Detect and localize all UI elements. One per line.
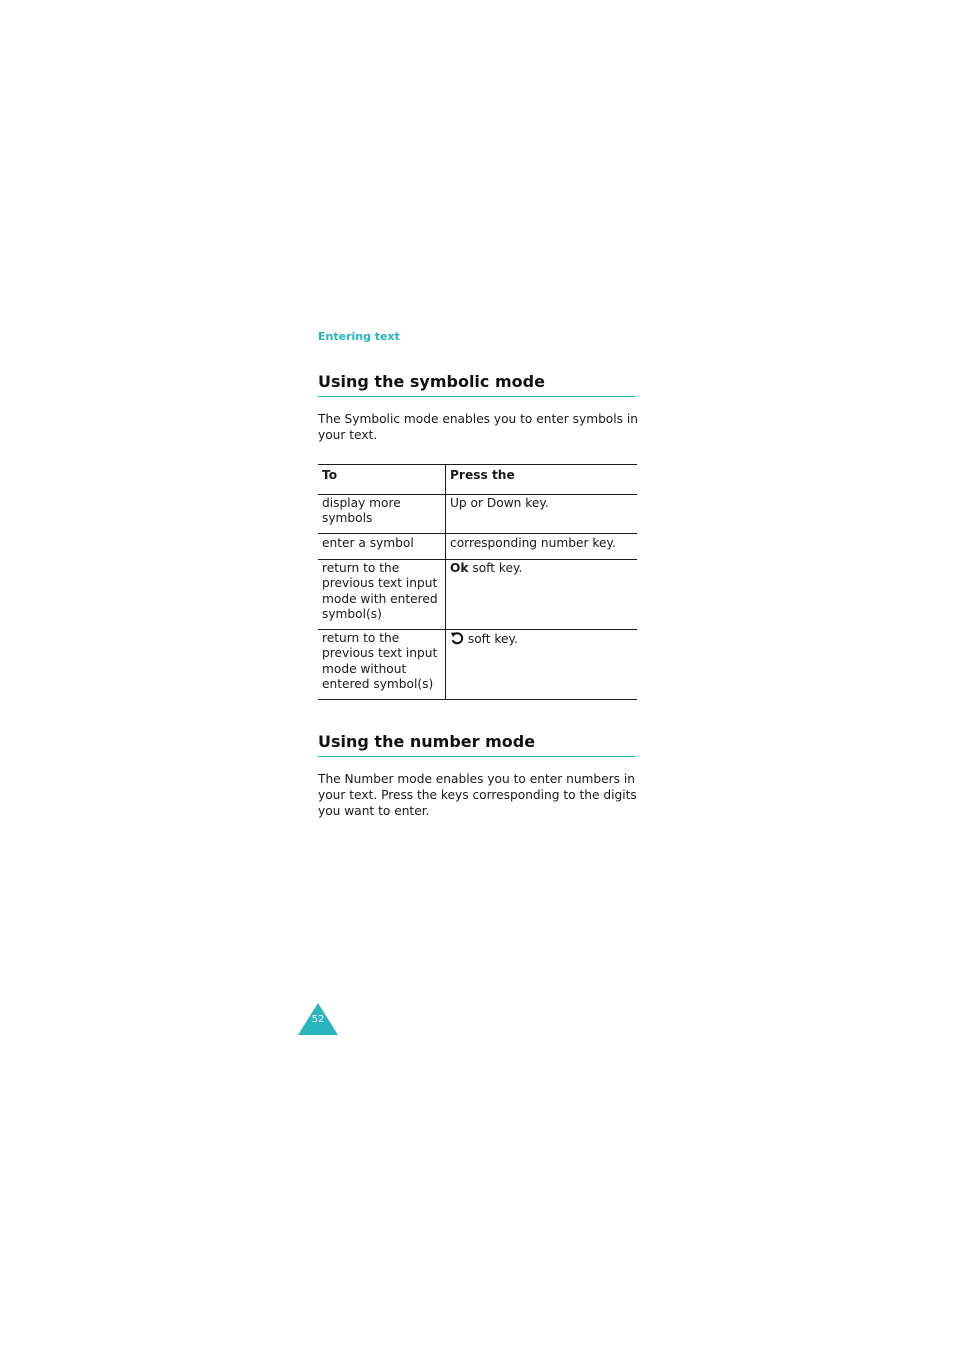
table-row	[318, 533, 637, 559]
heading-symbolic-mode: Using the symbolic mode	[318, 372, 636, 397]
number-intro-text: The Number mode enables you to enter numbers in your text. Press the keys corresponding to the digits you want to enter.	[318, 772, 637, 818]
cell-to: return to the previous text input mode with entered symbol(s)	[318, 559, 446, 629]
column-header-press: Press the	[450, 468, 515, 482]
cell-press: corresponding number key.	[450, 535, 616, 550]
cell-press	[446, 559, 638, 629]
cell-to: enter a symbol	[318, 533, 446, 559]
column-header-to: To	[318, 465, 446, 495]
cell-to: return to the previous text input mode without entered symbol(s)	[318, 629, 446, 699]
ok-key-label: Ok	[450, 560, 469, 575]
cell-press: Up or Down key.	[450, 495, 549, 510]
cell-press	[446, 629, 638, 699]
table-row	[318, 494, 637, 533]
section-label: Entering text	[318, 330, 400, 343]
table-row	[318, 629, 637, 699]
soft-key-text: soft key.	[468, 560, 523, 575]
page-number: 52	[311, 1014, 325, 1025]
cell-to: display more symbols	[318, 494, 446, 533]
table-row	[318, 559, 637, 629]
heading-number-mode: Using the number mode	[318, 732, 636, 757]
table-header-row	[318, 465, 637, 495]
soft-key-text: soft key.	[464, 631, 518, 646]
symbolic-intro-text: The Symbolic mode enables you to enter symbols in your text.	[318, 412, 638, 442]
back-arrow-icon	[450, 631, 464, 645]
key-table	[318, 464, 637, 700]
